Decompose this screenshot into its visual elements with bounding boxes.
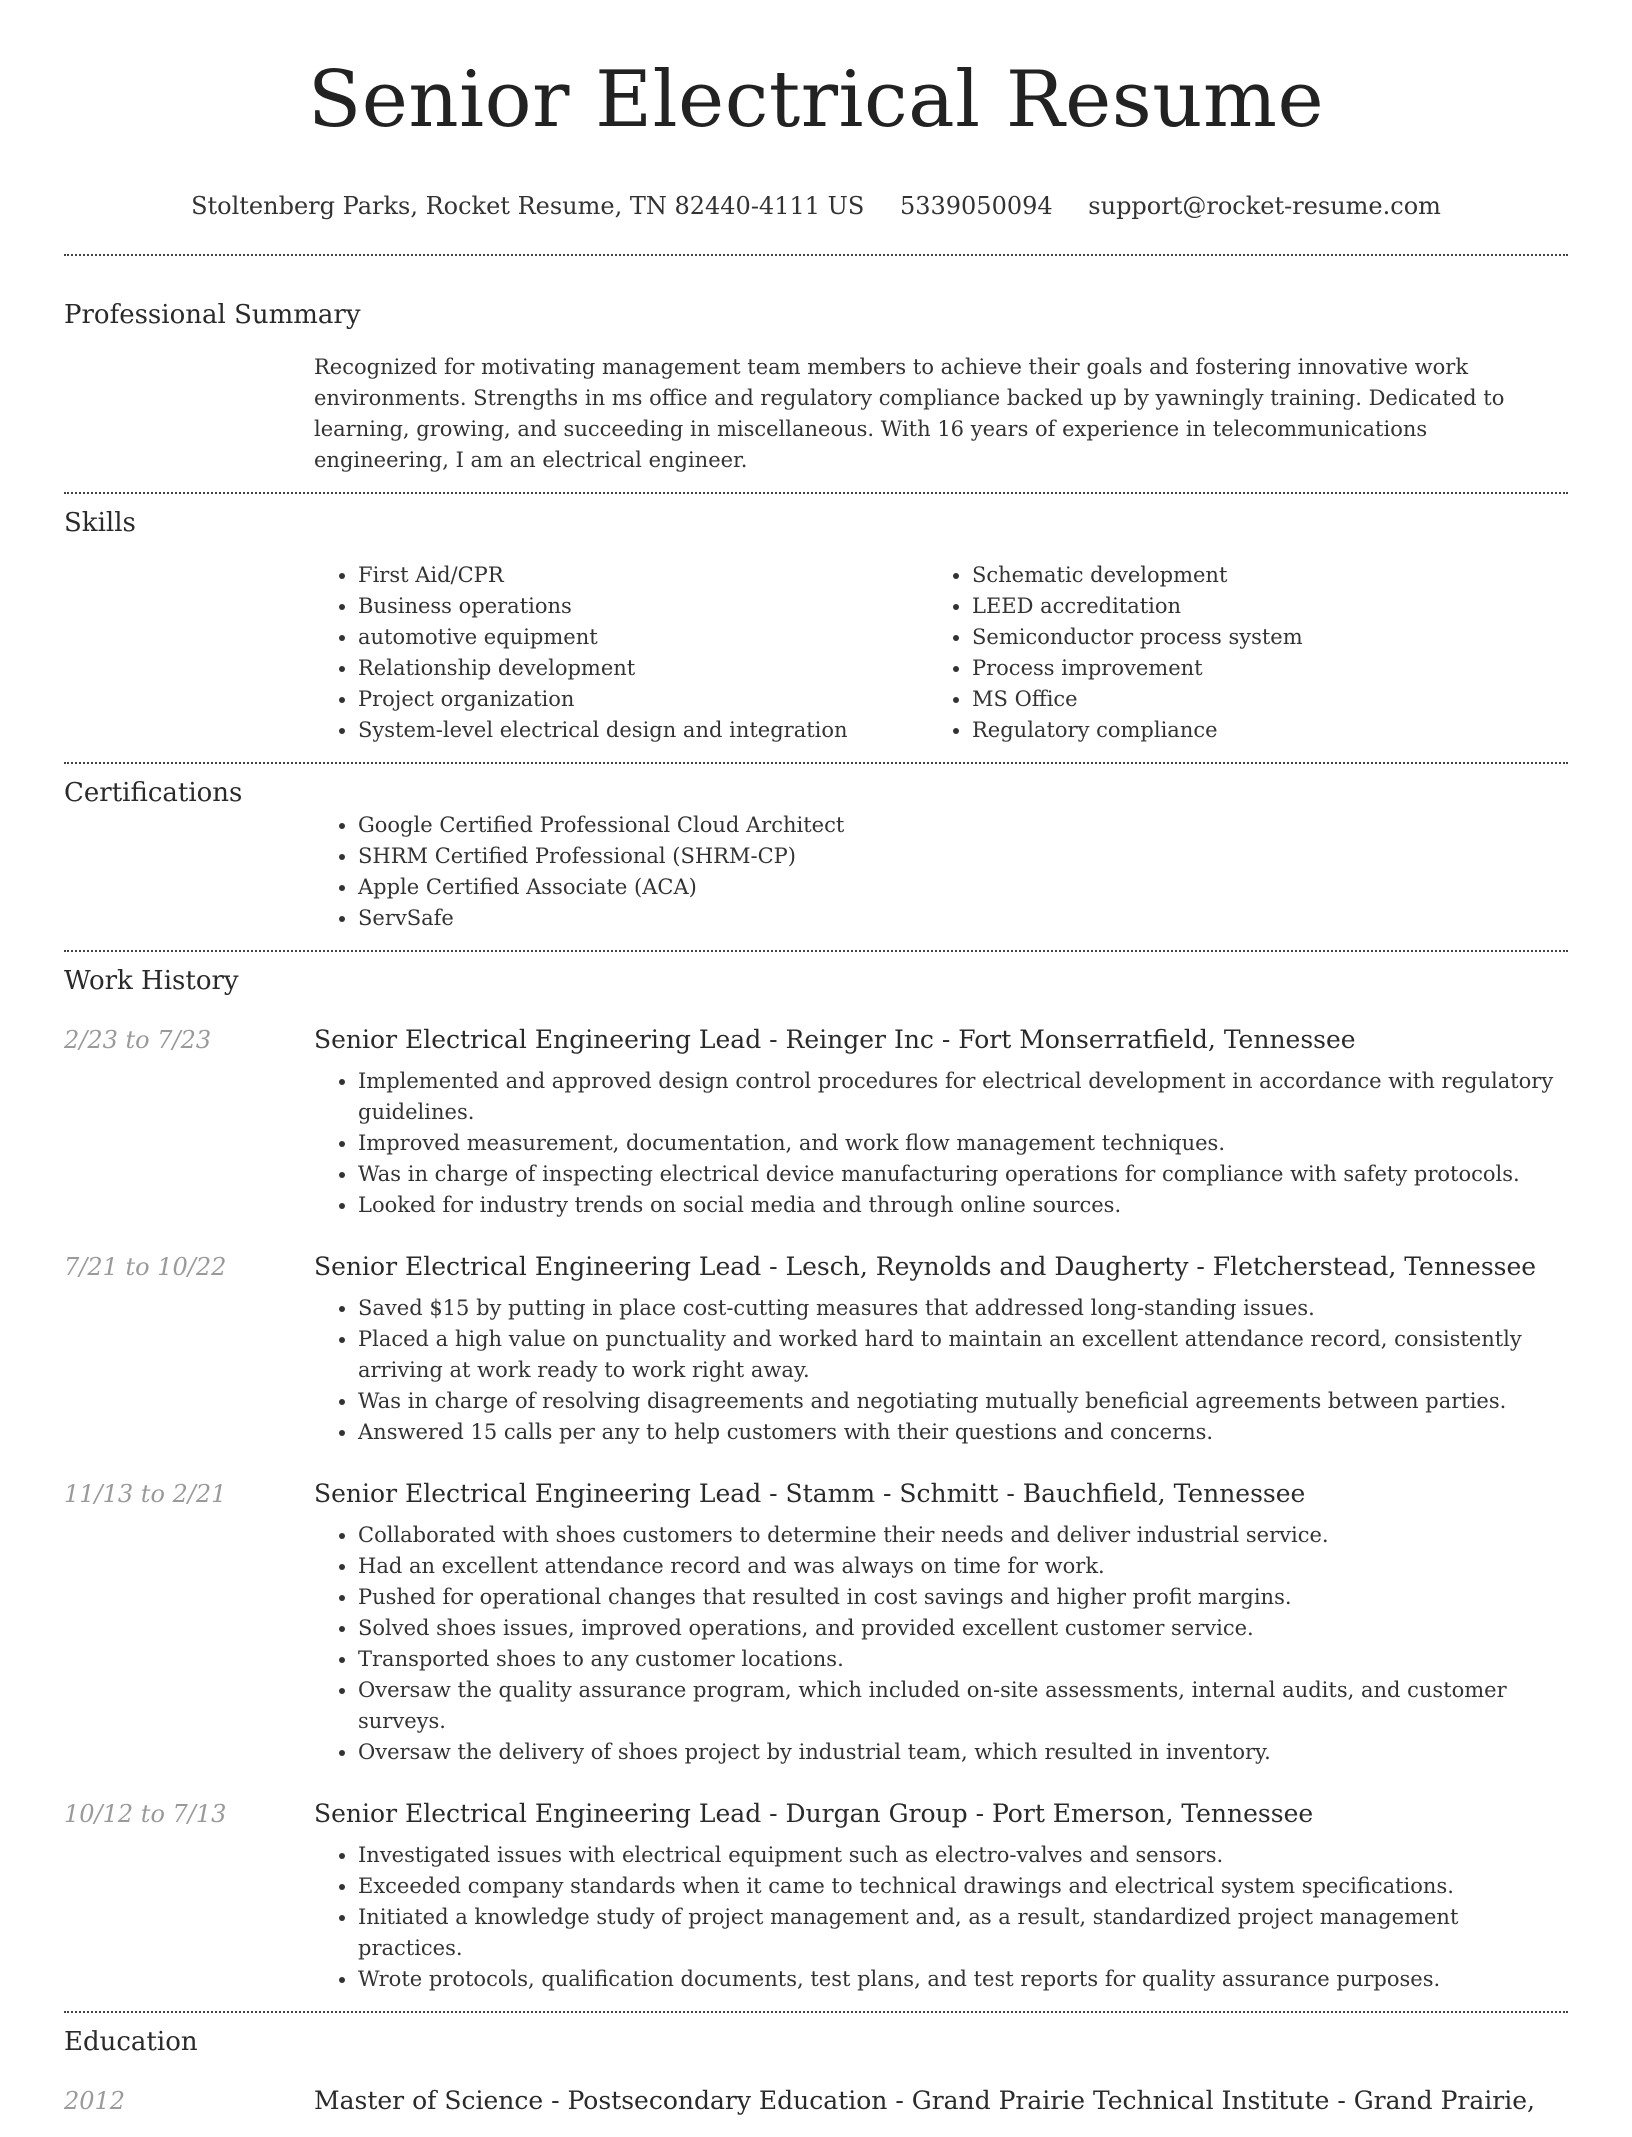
certification-item: • Apple Certified Associate (ACA) [358,872,1568,903]
skill-item: • Process improvement [972,653,1542,684]
job-bullet: • Had an excellent attendance record and was always on time for work. [358,1551,1568,1582]
job-bullet: • Looked for industry trends on social media and through online sources. [358,1190,1568,1221]
education-entry [64,2081,1568,2121]
certifications-list [314,810,1568,934]
skills-section [64,494,1568,762]
work-history-heading: Work History [64,966,239,996]
education-heading: Education [64,2027,198,2057]
contact-line [64,190,1568,222]
skills-list-left [314,560,928,746]
education-year: 2012 [64,2087,126,2115]
skill-item: • MS Office [972,684,1542,715]
job-bullets [314,1293,1568,1448]
job-bullets [314,1066,1568,1221]
job-title: Senior Electrical Engineering Lead - Durgan Group - Port Emerson, Tennessee [314,1799,1314,1828]
skill-item: • Schematic development [972,560,1542,591]
certification-item: • Google Certified Professional Cloud Architect [358,810,1568,841]
contact-address: Stoltenberg Parks, Rocket Resume, TN 82440-4111 US [191,192,865,220]
job-bullet: • Oversaw the quality assurance program, which included on-site assessments, internal audits, and customer surveys. [358,1675,1568,1737]
contact-phone: 5339050094 [899,192,1053,220]
job-dates: 2/23 to 7/23 [64,1026,212,1054]
education-title: Master of Science - Postsecondary Education - Grand Prairie Technical Institute - Grand Prairie, [314,2086,1535,2115]
job-bullets [314,1520,1568,1768]
job-bullet: • Placed a high value on punctuality and worked hard to maintain an excellent attendance record, consistently arriving at work ready to work right away. [358,1324,1568,1386]
job-bullet: • Transported shoes to any customer locations. [358,1644,1568,1675]
skill-item: • Project organization [358,684,928,715]
job-bullets [314,1840,1568,1995]
job-bullet: • Was in charge of inspecting electrical device manufacturing operations for compliance with safety protocols. [358,1159,1568,1190]
job-entry [64,1247,1568,1448]
skill-item: • LEED accreditation [972,591,1542,622]
job-title: Senior Electrical Engineering Lead - Stamm - Schmitt - Bauchfield, Tennessee [314,1479,1306,1508]
skill-item: • Semiconductor process system [972,622,1542,653]
skills-heading: Skills [64,508,136,538]
education-section [64,2013,1568,2137]
skill-item: • Business operations [358,591,928,622]
contact-email: support@rocket-resume.com [1088,192,1441,220]
job-title: Senior Electrical Engineering Lead - Reinger Inc - Fort Monserratfield, Tennessee [314,1025,1356,1054]
job-bullet: • Initiated a knowledge study of project management and, as a result, standardized project management practices. [358,1902,1568,1964]
job-dates: 10/12 to 7/13 [64,1800,227,1828]
job-title: Senior Electrical Engineering Lead - Lesch, Reynolds and Daugherty - Fletcherstead, Tennessee [314,1252,1537,1281]
job-bullet: • Answered 15 calls per any to help customers with their questions and concerns. [358,1417,1568,1448]
job-bullet: • Wrote protocols, qualification documents, test plans, and test reports for quality assurance purposes. [358,1964,1568,1995]
job-bullet: • Implemented and approved design control procedures for electrical development in accordance with regulatory guidelines. [358,1066,1568,1128]
certifications-heading: Certifications [64,778,243,808]
job-entry [64,1474,1568,1768]
job-entry [64,1020,1568,1221]
job-bullet: • Pushed for operational changes that resulted in cost savings and higher profit margins. [358,1582,1568,1613]
job-bullet: • Investigated issues with electrical equipment such as electro-valves and sensors. [358,1840,1568,1871]
job-dates: 11/13 to 2/21 [64,1480,227,1508]
skills-list-right [928,560,1542,746]
certification-item: • ServSafe [358,903,1568,934]
job-bullet: • Oversaw the delivery of shoes project by industrial team, which resulted in inventory. [358,1737,1568,1768]
skill-item: • automotive equipment [358,622,928,653]
skill-item: • First Aid/CPR [358,560,928,591]
job-bullet: • Improved measurement, documentation, and work flow management techniques. [358,1128,1568,1159]
summary-section [64,256,1568,492]
certification-item: • SHRM Certified Professional (SHRM-CP) [358,841,1568,872]
summary-text: Recognized for motivating management team members to achieve their goals and fostering innovative work environments. Strengths in ms office and regulatory compliance backed up by yawningly training. Dedicated to learning, growing, and succeeding in miscellaneous. With 16 years of experience in telecommunications engineering, I am an electrical engineer. [314,355,1505,472]
skill-item: • Regulatory compliance [972,715,1542,746]
certifications-section [64,764,1568,950]
job-entry [64,1794,1568,1995]
resume-title: Senior Electrical Resume [307,55,1325,145]
job-bullet: • Collaborated with shoes customers to determine their needs and deliver industrial service. [358,1520,1568,1551]
job-bullet: • Exceeded company standards when it came to technical drawings and electrical system specifications. [358,1871,1568,1902]
skills-grid [314,560,1568,746]
skill-item: • System-level electrical design and integration [358,715,928,746]
job-bullet: • Was in charge of resolving disagreements and negotiating mutually beneficial agreements between parties. [358,1386,1568,1417]
work-history-section [64,952,1568,2011]
job-bullet: • Solved shoes issues, improved operations, and provided excellent customer service. [358,1613,1568,1644]
job-dates: 7/21 to 10/22 [64,1253,227,1281]
job-bullet: • Saved $15 by putting in place cost-cutting measures that addressed long-standing issues. [358,1293,1568,1324]
summary-heading: Professional Summary [64,300,361,330]
skill-item: • Relationship development [358,653,928,684]
